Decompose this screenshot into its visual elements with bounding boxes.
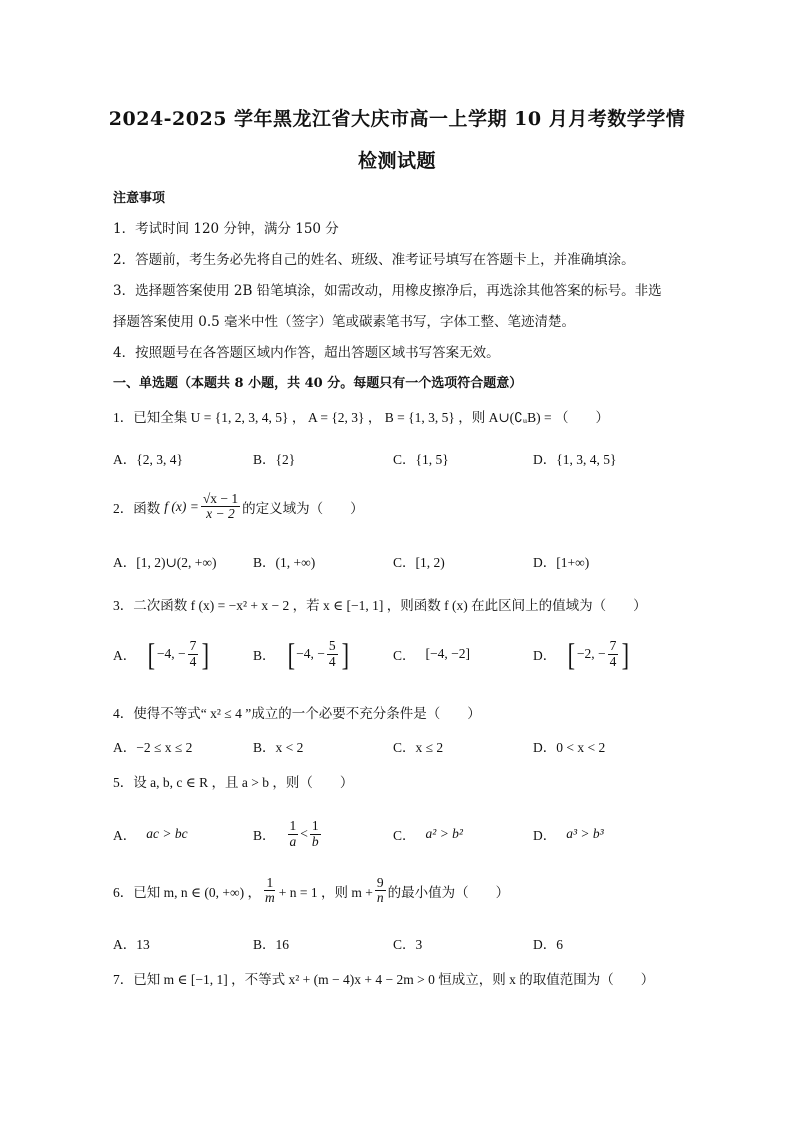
q1-option-d: D．{1, 3, 4, 5} (533, 452, 617, 467)
q2-function: f (x) = (164, 498, 199, 514)
question-2-stem (113, 492, 364, 521)
question-5-stem: 5．设 a, b, c ∈ R ，且 a > b ，则（ ） (113, 775, 354, 790)
q3-option-b: B． [ −4, − $\frac{5}{4}$ ] (253, 636, 349, 672)
question-5-options (113, 812, 693, 856)
question-1-stem: 1．已知全集 U = {1, 2, 3, 4, 5} ， A = {2, 3} ， B = {1, 3, 5} ，则 A∪(∁ᵤB) = （ ） (113, 410, 610, 425)
q6-option-a: A．13 (113, 937, 150, 952)
notice-item-1: 1．考试时间 120 分钟，满分 150 分 (113, 221, 339, 237)
notice-item-4: 4．按照题号在各答题区域内作答，超出答题区域书写答案无效。 (113, 345, 500, 361)
notice-item-3-cont: 择题答案使用 0.5 毫米中性（签字）笔或碳素笔书写，字体工整、笔迹清楚。 (113, 314, 576, 330)
q5-option-c: C． a² > b² (393, 826, 463, 843)
q6-fraction-2: $\frac{9}{n}$ (376, 875, 384, 906)
question-4-stem: 4．使得不等式“ x² ≤ 4 ”成立的一个必要不充分条件是（ ） (113, 706, 481, 721)
question-7-stem: 7．已知 m ∈ [−1, 1] ，不等式 x² + (m − 4)x + 4 − 2m > 0 恒成立，则 x 的取值范围为（ ） (113, 972, 655, 987)
question-3-options (113, 632, 693, 676)
q3-option-c: C． [−4, −2] (393, 646, 470, 663)
q4-option-d: D．0 < x < 2 (533, 740, 606, 755)
q4-option-a: A．−2 ≤ x ≤ 2 (113, 740, 193, 755)
notice-item-2: 2．答题前，考生务必先将自己的姓名、班级、准考证号填写在答题卡上，并准确填涂。 (113, 252, 635, 268)
q2-suffix: 的定义域为（ ） (242, 500, 364, 516)
q2-option-d: D．[1+∞) (533, 555, 590, 570)
q2-option-a: A．[1, 2)∪(2, +∞) (113, 555, 217, 570)
q6-option-c: C．3 (393, 937, 423, 952)
q5-option-a: A． ac > bc (113, 826, 188, 843)
section-heading: 一、单选题（本题共 8 小题，共 40 分。每题只有一个选项符合题意） (113, 376, 523, 391)
q2-option-c: C．[1, 2) (393, 555, 445, 570)
exam-title-line2: 检测试题 (357, 150, 436, 172)
q2-numerator: √x − 1 (202, 491, 239, 506)
q6-option-d: D．6 (533, 937, 563, 952)
question-4-options (113, 736, 693, 756)
q1-option-a: A．{2, 3, 4} (113, 452, 183, 467)
q2-fraction (201, 492, 240, 521)
question-1-options (113, 448, 693, 468)
q6-middle: + n = 1 ，则 m + (278, 884, 373, 900)
question-6-stem (113, 876, 509, 905)
q5-option-b: B． $\frac{1}{a}$ < $\frac{1}{b}$ (253, 818, 319, 849)
q6-prefix: 6．已知 m, n ∈ (0, +∞) ， (113, 884, 261, 900)
q5-option-d: D． a³ > b³ (533, 826, 604, 843)
q2-denominator: x − 2 (206, 506, 235, 522)
notice-item-3: 3．选择题答案使用 2B 铅笔填涂，如需改动，用橡皮擦净后，再选涂其他答案的标号。非选 (113, 283, 662, 299)
q2-prefix: 2．函数 (113, 500, 161, 516)
q1-option-c: C．{1, 5} (393, 452, 449, 467)
question-2-options (113, 551, 693, 571)
q3-option-a: A． [ −4, − $\frac{7}{4}$ ] (113, 636, 210, 672)
q3-option-d: D． [ −2, − $\frac{7}{4}$ ] (533, 636, 630, 672)
exam-title-line1: 2024-2025 学年黑龙江省大庆市高一上学期 10 月月考数学学情 (108, 108, 686, 130)
q6-suffix: 的最小值为（ ） (387, 884, 510, 900)
q2-option-b: B．(1, +∞) (253, 555, 316, 570)
q6-fraction-1: $\frac{1}{m}$ (264, 875, 275, 906)
q4-option-c: C．x ≤ 2 (393, 740, 444, 755)
q4-option-b: B．x < 2 (253, 740, 304, 755)
notice-heading: 注意事项 (113, 191, 166, 206)
question-3-stem: 3．二次函数 f (x) = −x² + x − 2 ，若 x ∈ [−1, 1] ，则函数 f (x) 在此区间上的值域为（ ） (113, 598, 647, 613)
q1-option-b: B．{2} (253, 452, 296, 467)
q6-option-b: B．16 (253, 937, 290, 952)
question-6-options (113, 933, 693, 953)
